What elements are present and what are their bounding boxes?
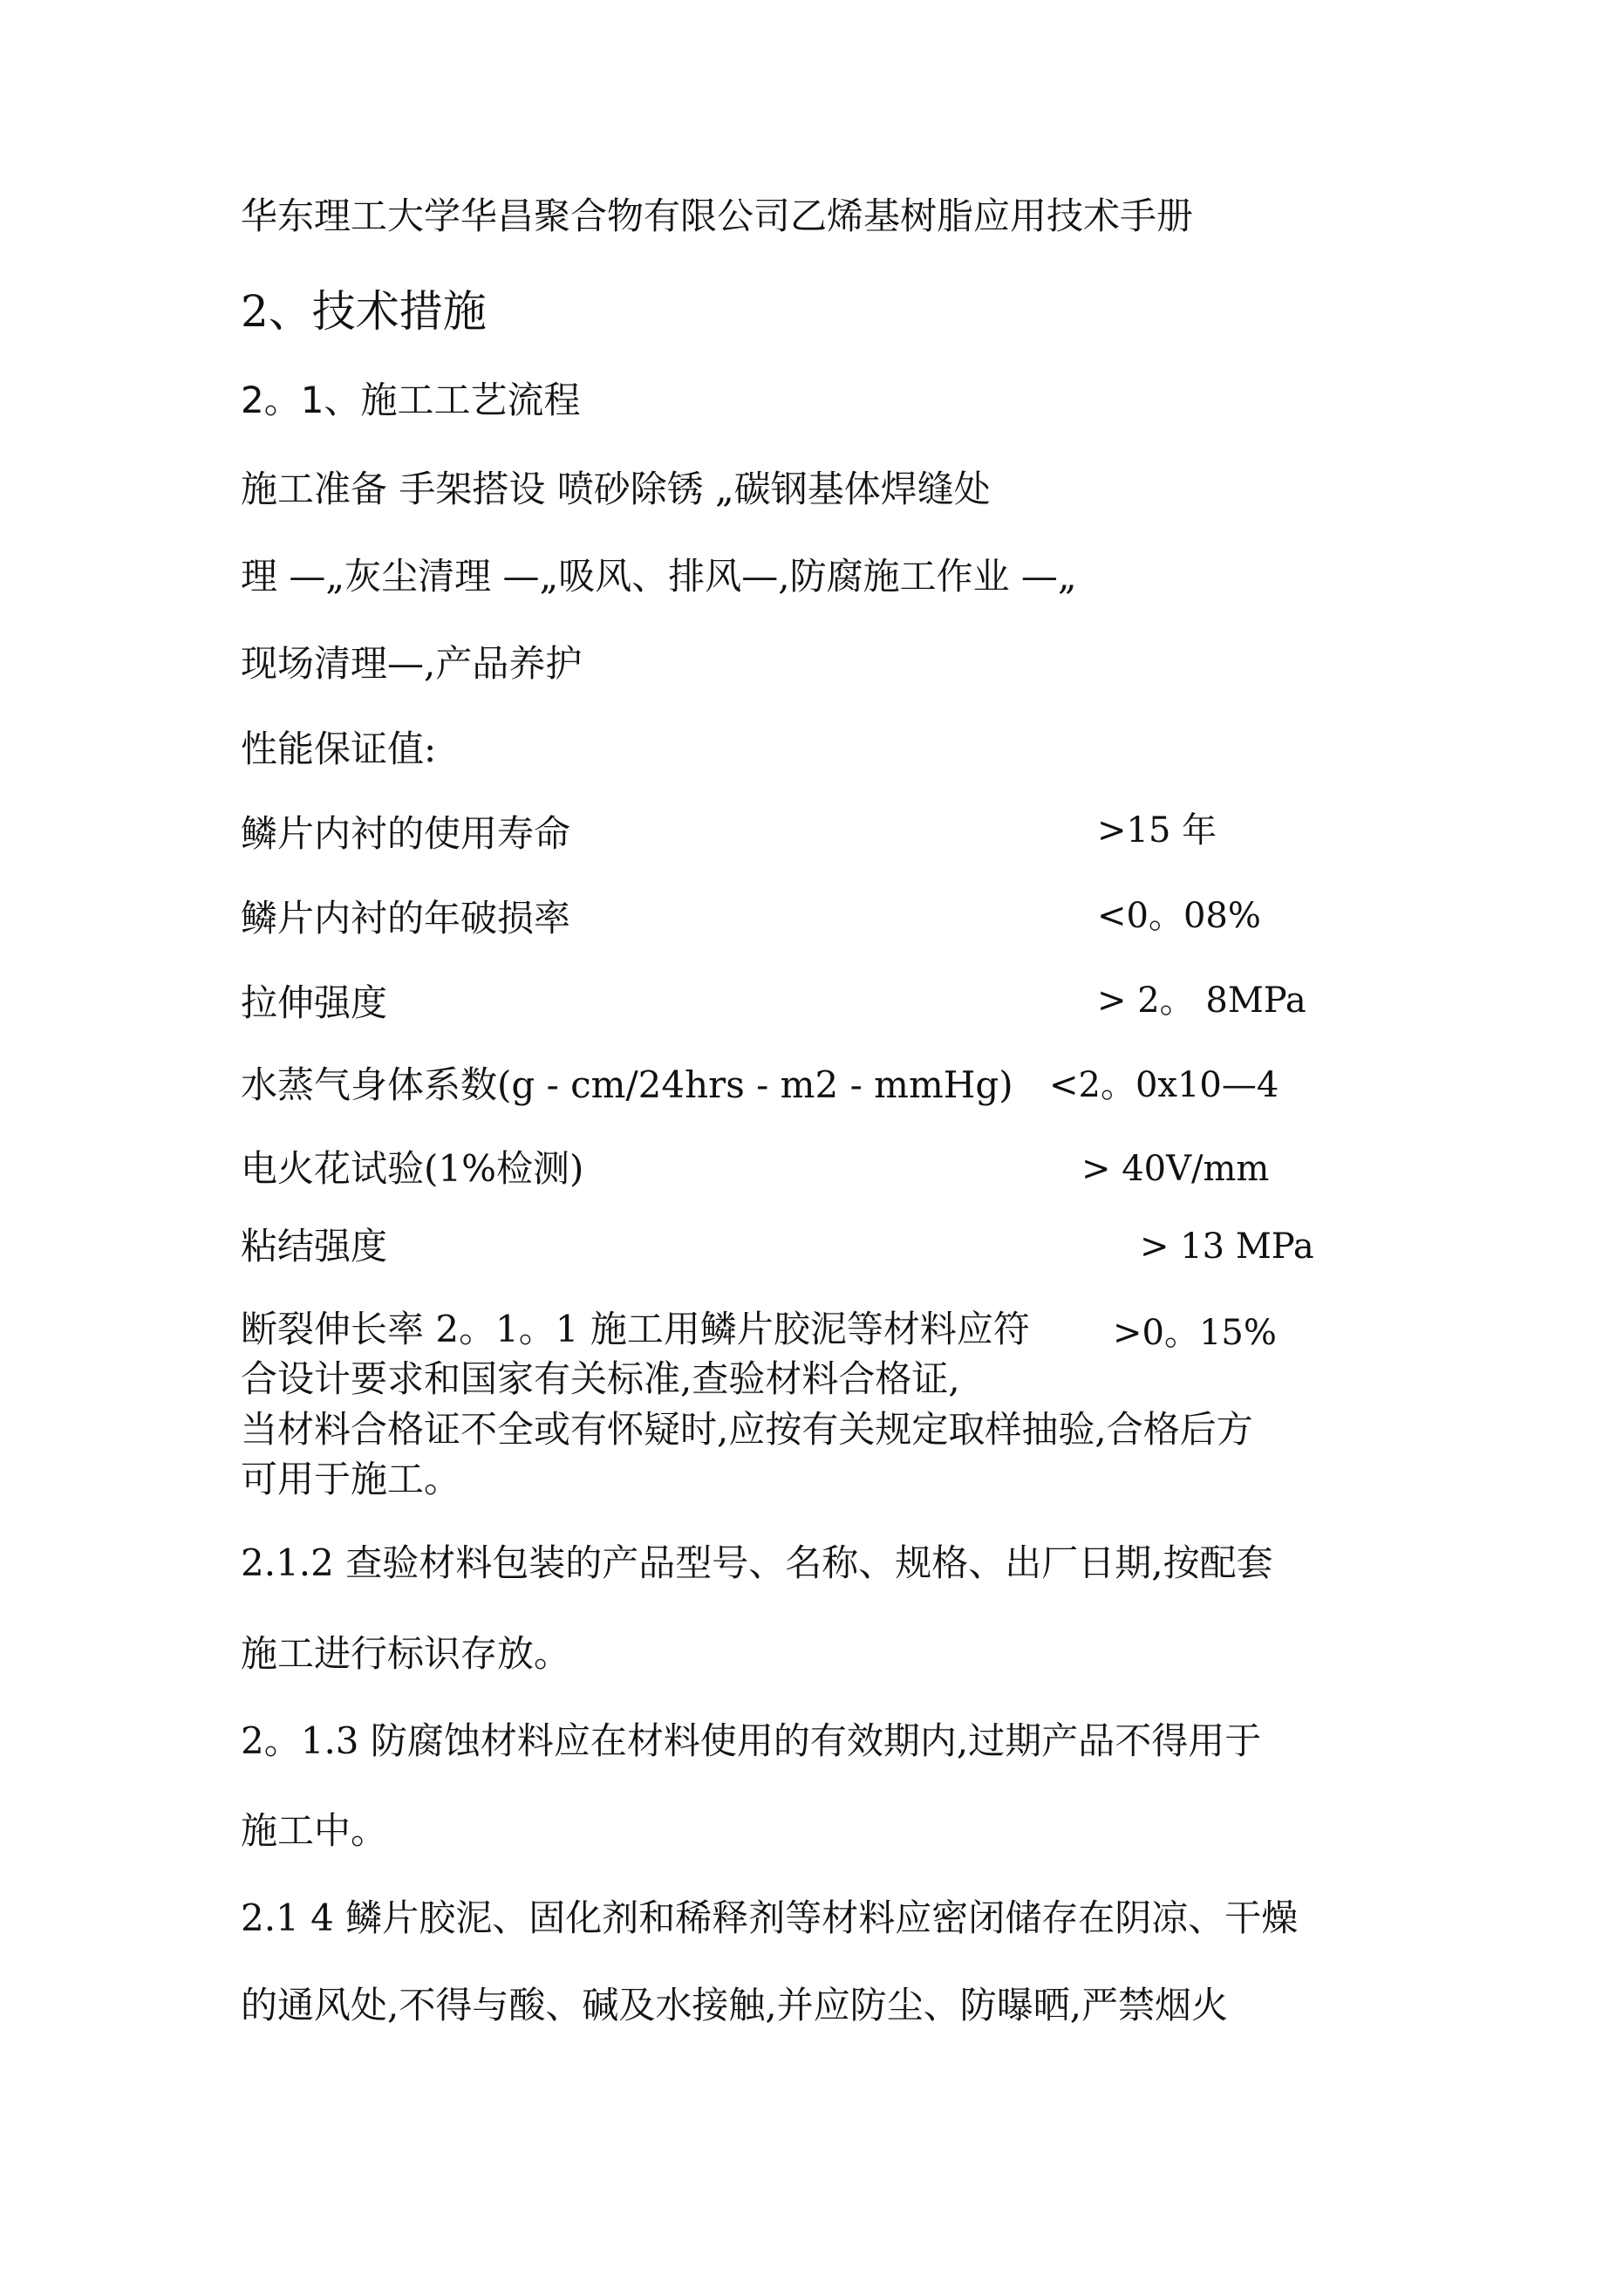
performance-value: <2。0x10—4 (1049, 1065, 1279, 1105)
paragraph-line: 合设计要求和国家有关标准,查验材料合格证, (241, 1357, 960, 1400)
performance-value: <0。08% (1097, 896, 1261, 936)
process-flow-line: 理 —„灰尘清理 —„吸风、排风—,防腐施工作业 —„ (241, 555, 1077, 598)
section-title: 2、技术措施 (241, 286, 487, 337)
performance-label: 断裂伸长率 2。1。1 施工用鳞片胶泥等材料应符 (241, 1308, 1030, 1350)
paragraph-line: 2.1.2 查验材料包装的产品型号、名称、规格、出厂日期,按配套 (241, 1541, 1273, 1584)
performance-value: > 13 MPa (1140, 1227, 1314, 1267)
performance-value: > 40V/mm (1081, 1149, 1270, 1189)
performance-value: > 2。 8MPa (1097, 981, 1306, 1021)
performance-label: 鳞片内衬的使用寿命 (241, 812, 571, 855)
paragraph-line: 施工中。 (241, 1809, 388, 1852)
process-flow-line: 施工准备 手架搭设 喷砂除锈 „碳钢基体焊缝处 (241, 468, 991, 510)
paragraph-line: 2。1.3 防腐蚀材料应在材料使用的有效期内,过期产品不得用于 (241, 1719, 1262, 1762)
paragraph-line: 2.1 4 鳞片胶泥、固化剂和稀释剂等材料应密闭储存在阴凉、干燥 (241, 1896, 1299, 1939)
process-flow-line: 现场清理—,产品养护 (241, 642, 583, 685)
subsection-title: 2。1、施工工艺流程 (241, 379, 581, 421)
performance-title: 性能保证值: (241, 728, 437, 770)
paragraph-line: 可用于施工。 (241, 1458, 461, 1500)
document-header: 华东理工大学华昌聚合物有限公司乙烯基树脂应用技术手册 (241, 195, 1194, 237)
performance-label: 粘结强度 (241, 1225, 388, 1268)
performance-value: >0。15% (1113, 1313, 1277, 1353)
paragraph-line: 施工进行标识存放。 (241, 1632, 571, 1675)
paragraph-line: 的通风处,不得与酸、碱及水接触,并应防尘、防曝晒,严禁烟火 (241, 1984, 1229, 2026)
performance-label: 水蒸气身体系数(g - cm/24hrs - m2 - mmHg) (241, 1063, 1013, 1106)
performance-label: 鳞片内衬的年破损率 (241, 897, 571, 940)
paragraph-line: 当材料合格证不全或有怀疑时,应按有关规定取样抽验,合格后方 (241, 1408, 1253, 1451)
performance-label: 拉伸强度 (241, 981, 388, 1024)
performance-label: 电火花试验(1%检测) (241, 1147, 584, 1190)
performance-value: >15 年 (1097, 810, 1217, 851)
